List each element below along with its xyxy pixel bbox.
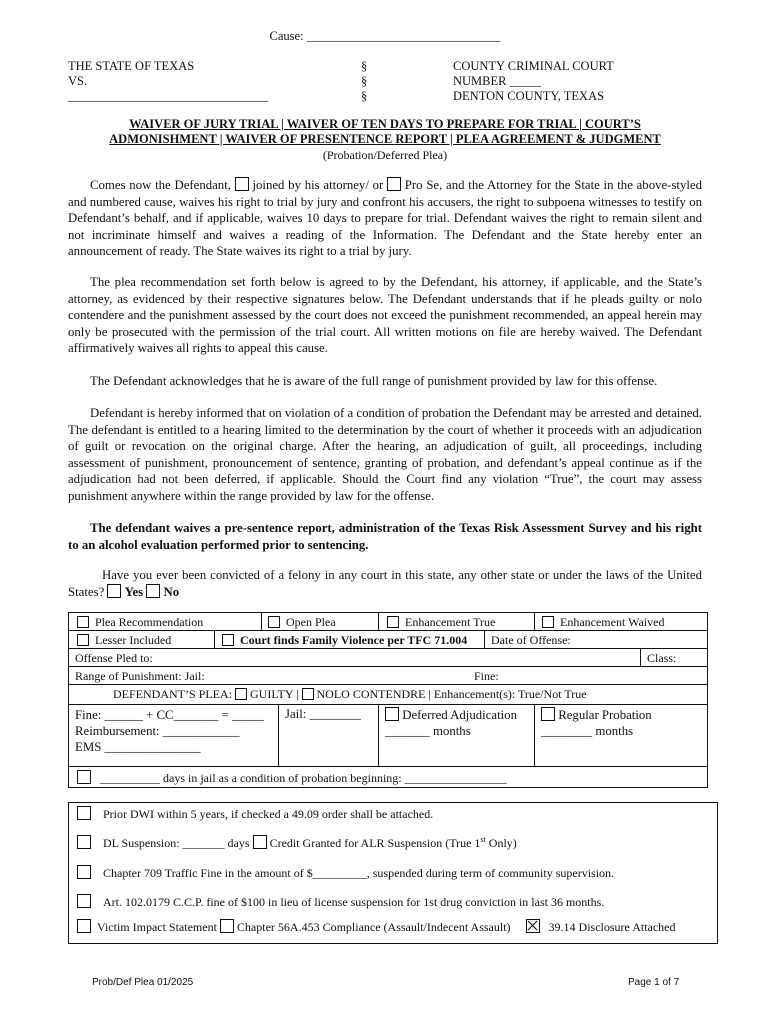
enhancement-true-checkbox[interactable] bbox=[387, 616, 399, 628]
plea-recommendation-checkbox[interactable] bbox=[77, 616, 89, 628]
victim-impact-option: Victim Impact Statement Chapter 56A.453 Compliance (Assault/Indecent Assault) 39.14 Disclosure Attached bbox=[77, 919, 676, 935]
conditions-table bbox=[68, 802, 718, 944]
caption-right bbox=[453, 59, 614, 104]
guilty-checkbox[interactable] bbox=[235, 688, 247, 700]
caption-defendant-line: ________________________________ bbox=[68, 89, 268, 103]
section-mark: § bbox=[361, 59, 368, 73]
paragraph-range-of-punishment: The Defendant acknowledges that he is aware of the full range of punishment provided by law for this offense. bbox=[90, 374, 658, 388]
defendants-plea-label: DEFENDANT’S PLEA: bbox=[113, 687, 232, 701]
range-fine-field[interactable]: Fine: bbox=[474, 669, 499, 683]
felony-yes-label: Yes bbox=[124, 584, 144, 599]
nolo-contendre-checkbox[interactable] bbox=[302, 688, 314, 700]
caption-state: THE STATE OF TEXAS bbox=[68, 59, 195, 73]
pro-se-checkbox[interactable] bbox=[387, 177, 401, 191]
defendant-represented-checkbox[interactable] bbox=[235, 177, 249, 191]
jail-field[interactable]: Jail: ________ bbox=[285, 707, 361, 721]
victim-impact-checkbox[interactable] bbox=[77, 919, 91, 933]
prior-dwi-option: Prior DWI within 5 years, if checked a 49.09 order shall be attached. bbox=[77, 806, 433, 822]
defendants-plea-row: DEFENDANT’S PLEA: GUILTY | NOLO CONTENDRE | Enhancement(s): True/Not True bbox=[113, 687, 587, 701]
days-in-jail-checkbox[interactable] bbox=[77, 770, 91, 784]
reimbursement-field[interactable]: Reimbursement: ____________ bbox=[75, 724, 240, 738]
enhancement-true-option: Enhancement True bbox=[387, 615, 495, 630]
art-102-checkbox[interactable] bbox=[77, 894, 91, 908]
paragraph-presentence-waiver: The defendant waives a pre-sentence report, administration of the Texas Risk Assessment Survey and his right to an alcohol evaluation performed prior to sentencing. bbox=[68, 521, 702, 552]
caption-county: DENTON COUNTY, TEXAS bbox=[453, 89, 605, 103]
felony-no-checkbox[interactable] bbox=[146, 584, 160, 598]
open-plea-checkbox[interactable] bbox=[268, 616, 280, 628]
felony-no-label: No bbox=[163, 584, 180, 599]
ems-field[interactable]: EMS _______________ bbox=[75, 740, 201, 754]
title-line-1: WAIVER OF JURY TRIAL | WAIVER OF TEN DAYS TO PREPARE FOR TRIAL | COURT’S bbox=[129, 117, 641, 131]
section-mark: § bbox=[361, 89, 368, 103]
caption-section-marks bbox=[361, 59, 367, 104]
lesser-included-checkbox[interactable] bbox=[77, 634, 89, 646]
chapter-709-option: Chapter 709 Traffic Fine in the amount of $_________, suspended during term of community supervision. bbox=[77, 865, 614, 881]
caption-vs: VS. bbox=[68, 74, 88, 88]
plea-recommendation-option: Plea Recommendation bbox=[77, 615, 203, 630]
section-mark: § bbox=[361, 74, 368, 88]
date-of-offense-field[interactable]: Date of Offense: bbox=[491, 633, 571, 647]
fine-cc-field[interactable]: Fine: ______ + CC_______ = _____ bbox=[75, 708, 264, 722]
document-title bbox=[60, 117, 710, 147]
paragraph-prior-felony: Have you ever been convicted of a felony in any court in this state, any other state or under the laws of the United States? Yes No bbox=[68, 568, 702, 599]
enhancement-waived-checkbox[interactable] bbox=[542, 616, 554, 628]
paragraph-plea-recommendation: The plea recommendation set forth below is agreed to by the Defendant, his attorney, if applicable, and the State’s attorney, as evidenced by their respective signatures below. The Defendant understands that if he pleads guilty or nolo contendere and the punishment assessed by the court does not exceed the punishment recommended, an appeal herein may only be prosecuted with the permission of the trial court. All written motions on file are hereby waived. The Defendant affirmatively waives all rights to appeal this cause. bbox=[68, 275, 702, 355]
open-plea-option: Open Plea bbox=[268, 615, 336, 630]
deferred-adjudication-block: Deferred Adjudication _______ months bbox=[385, 708, 517, 738]
family-violence-checkbox[interactable] bbox=[222, 634, 234, 646]
felony-yes-checkbox[interactable] bbox=[107, 584, 121, 598]
title-line-2: ADMONISHMENT | WAIVER OF PRESENTENCE REPORT | PLEA AGREEMENT & JUDGMENT bbox=[109, 132, 661, 146]
dl-suspension-option: DL Suspension: _______ days Credit Granted for ALR Suspension (True 1st Only) bbox=[77, 835, 517, 851]
fine-block bbox=[75, 707, 264, 755]
alr-credit-checkbox[interactable] bbox=[253, 835, 267, 849]
enhancement-waived-option: Enhancement Waived bbox=[542, 615, 664, 630]
deferred-adjudication-checkbox[interactable] bbox=[385, 707, 399, 721]
deferred-months-field[interactable]: _______ months bbox=[385, 724, 471, 738]
lesser-included-option: Lesser Included bbox=[77, 633, 171, 648]
page-number: Page 1 of 7 bbox=[628, 977, 680, 988]
art-102-option: Art. 102.0179 C.C.P. fine of $100 in lieu of license suspension for 1st drug conviction in last 36 months. bbox=[77, 894, 604, 910]
chapter-56a-checkbox[interactable] bbox=[220, 919, 234, 933]
caption-court: COUNTY CRIMINAL COURT bbox=[453, 59, 614, 73]
caption-court-number: NUMBER _____ bbox=[453, 74, 541, 88]
regular-probation-checkbox[interactable] bbox=[541, 707, 555, 721]
document-subtitle: (Probation/Deferred Plea) bbox=[322, 148, 448, 162]
caption-left bbox=[68, 59, 268, 104]
dl-suspension-checkbox[interactable] bbox=[77, 835, 91, 849]
class-field[interactable]: Class: bbox=[647, 651, 677, 665]
plea-recommendation-table bbox=[68, 612, 708, 788]
paragraph-probation-violation: Defendant is hereby informed that on violation of a condition of probation the Defendant may be arrested and detained. The defendant is entitled to a hearing limited to the determination by the court of whether it proceeds with an adjudication of guilt or revocation on the original charge. After the hearing, an adjudication of guilt, all proceedings, including assessment of punishment, pronouncement of sentence, granting of probation, and defendant’s appeal continue as if the adjudication had not been deferred, if applicable. Should the Court find any violation “True”, the court may assess punishment anywhere within the range provided by law for the offense. bbox=[68, 406, 702, 503]
form-identifier: Prob/Def Plea 01/2025 bbox=[92, 977, 194, 988]
offense-pled-to-field[interactable]: Offense Pled to: bbox=[75, 651, 153, 665]
paragraph-waiver: Comes now the Defendant, joined by his attorney/ or Pro Se, and the Attorney for the State in the above-styled and numbered cause, waives his right to trial by jury and confront his accusers, the right to subpoena witnesses to testify on Defendant’s behalf, and if applicable, waives 10 days to prepare for trial. Defendant waives the right to remain silent and not incriminate himself and waives a reading of the Information. The Defendant and the State hereby enter an announcement of ready. The State waives its right to a trial by jury. bbox=[68, 178, 703, 258]
regular-months-field[interactable]: ________ months bbox=[541, 724, 634, 738]
family-violence-option: Court finds Family Violence per TFC 71.004 bbox=[222, 633, 467, 648]
regular-probation-block: Regular Probation ________ months bbox=[541, 708, 652, 738]
range-jail-field[interactable]: Range of Punishment: Jail: bbox=[75, 669, 205, 683]
disclosure-checkbox-checked[interactable] bbox=[526, 919, 540, 933]
chapter-709-checkbox[interactable] bbox=[77, 865, 91, 879]
days-in-jail-option: __________ days in jail as a condition of probation beginning: _________________ bbox=[77, 770, 507, 786]
prior-dwi-checkbox[interactable] bbox=[77, 806, 91, 820]
cause-number-line: Cause: _______________________________ bbox=[269, 29, 501, 43]
